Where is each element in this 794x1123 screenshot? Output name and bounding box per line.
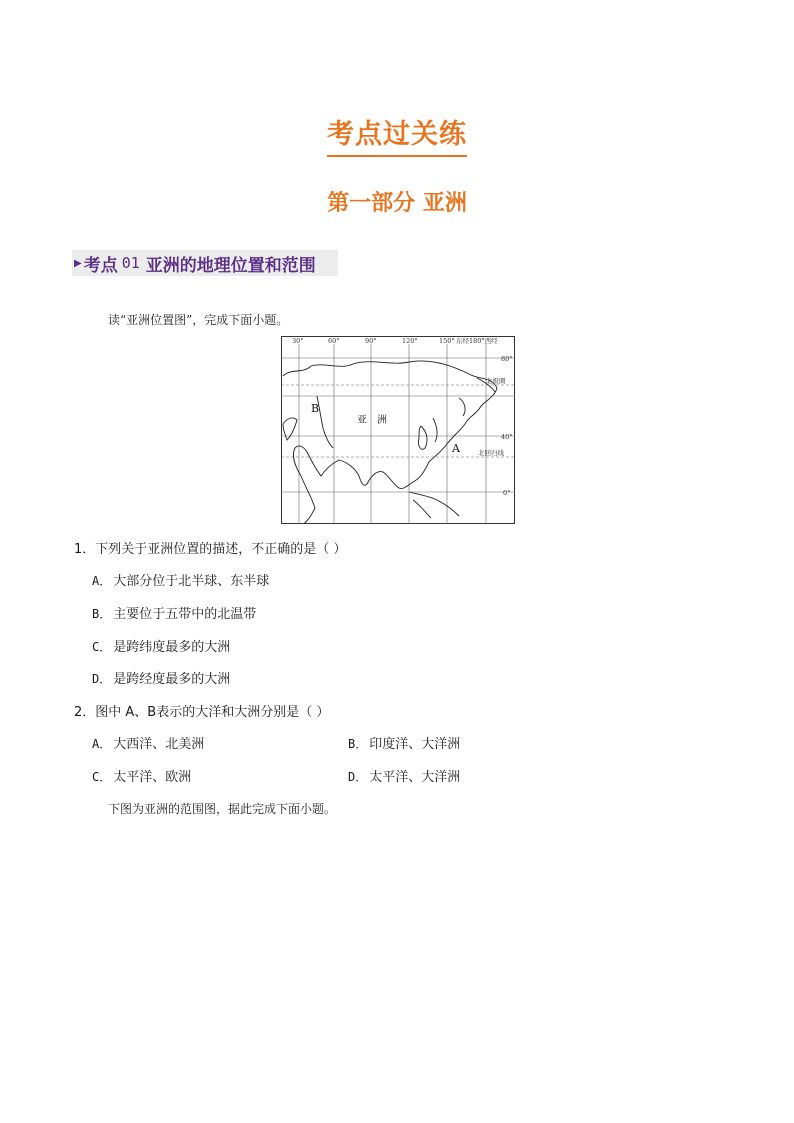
map-label-b: B [311,402,320,415]
map-label-a: A [452,442,460,455]
question-2-option-b [348,733,460,752]
option-letter: D． [348,770,368,784]
intro-text-1: 读“亚洲位置图”，完成下面小题。 [108,313,289,327]
section-number: 01 [121,254,140,272]
option-text: 印度洋、大洋洲 [369,737,461,752]
option-text: 大部分位于北半球、东半球 [113,574,270,589]
lat-label: 北回归线 [478,449,504,457]
asia-location-map [281,336,515,524]
section-heading [72,250,338,276]
lat-label: 0° [503,489,511,497]
lon-label: 120° [402,337,418,345]
lon-label: 90° [365,337,377,345]
lon-label: 东经180°西经 [456,337,498,345]
map-label-asia: 亚 洲 [357,415,387,426]
option-text: 太平洋、欧洲 [113,770,192,785]
option-letter: A． [92,737,112,751]
option-text: 主要位于五带中的北温带 [113,607,257,622]
part-subtitle: 第一部分 亚洲 [327,191,467,216]
option-letter: C． [92,640,112,654]
section-text: 亚洲的地理位置和范围 [145,255,316,276]
lat-label: 北极圈 [486,377,506,385]
lat-label: 80° [501,355,513,363]
section-prefix: 考点 [83,255,118,276]
lon-label: 30° [292,337,304,345]
intro-text-2: 下图为亚洲的范围图，据此完成下面小题。 [108,802,337,816]
option-text: 是跨经度最多的大洲 [113,672,231,687]
page-title-text: 考点过关练 [327,112,467,157]
option-letter: D． [92,672,112,686]
lat-label: 40° [501,433,513,441]
question-1-option-a [92,570,269,589]
question-1-option-d [92,668,230,687]
triangle-arrow-icon: ▶ [74,257,82,269]
option-text: 大西洋、北美洲 [113,737,205,752]
question-2-option-c [92,766,191,785]
question-1-option-b [92,603,256,622]
question-2-option-a [92,733,204,752]
question-1-stem: 1．下列关于亚洲位置的描述，不正确的是（ ） [74,542,347,557]
lon-label: 150° [439,337,455,345]
option-letter: C． [92,770,112,784]
option-text: 太平洋、大洋洲 [369,770,461,785]
option-text: 是跨纬度最多的大洲 [113,640,231,655]
question-1-option-c [92,636,230,655]
question-2-stem: 2．图中 A、B表示的大洋和大洲分别是（ ） [74,705,330,720]
option-letter: B． [92,607,112,621]
lon-label: 60° [328,337,340,345]
option-letter: A． [92,574,112,588]
page-title [0,112,794,157]
question-2-option-d [348,766,460,785]
option-letter: B． [348,737,368,751]
